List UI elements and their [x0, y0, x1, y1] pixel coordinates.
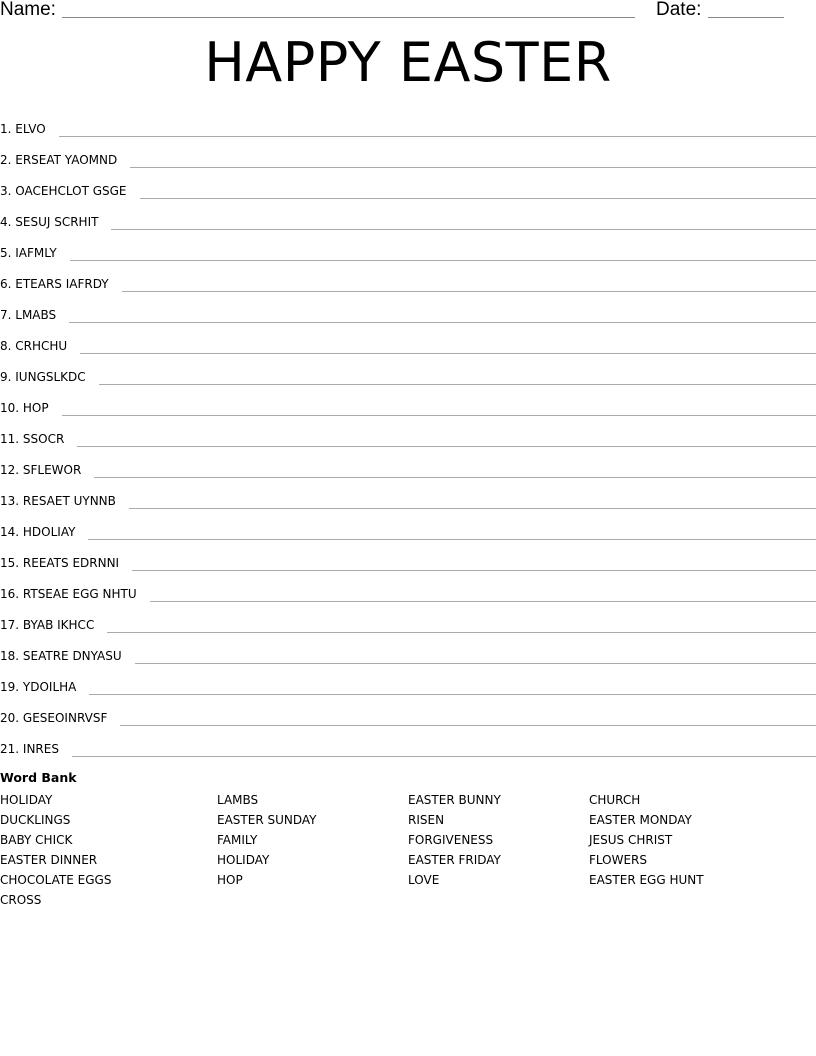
word-bank-column: [0, 790, 111, 910]
question-row: [0, 203, 816, 234]
scrambled-word: 4. SESUJ SCRHIT: [0, 215, 99, 229]
scrambled-word: 7. LMABS: [0, 308, 57, 322]
question-row: [0, 358, 816, 389]
scrambled-word: 1. ELVO: [0, 122, 46, 136]
word-bank-item: CHOCOLATE EGGS: [0, 873, 112, 887]
question-row: [0, 172, 816, 203]
name-field-line[interactable]: [62, 17, 635, 18]
answer-line[interactable]: [80, 353, 816, 354]
word-bank-item: LOVE: [408, 873, 440, 887]
word-bank-grid: [0, 790, 816, 910]
scrambled-word: 10. HOP: [0, 401, 49, 415]
answer-line[interactable]: [88, 539, 816, 540]
word-bank-column: [217, 790, 317, 890]
scrambled-word: 6. ETEARS IAFRDY: [0, 277, 109, 291]
word-bank-item: CROSS: [0, 893, 42, 907]
question-row: [0, 730, 816, 761]
answer-line[interactable]: [140, 198, 816, 199]
word-bank: [0, 770, 816, 910]
question-row: [0, 544, 816, 575]
scrambled-word: 2. ERSEAT YAOMND: [0, 153, 118, 167]
word-bank-item: HOLIDAY: [217, 853, 270, 867]
date-label: Date:: [656, 0, 702, 20]
page-title: HAPPY EASTER: [204, 31, 612, 94]
word-bank-item: BABY CHICK: [0, 833, 73, 847]
answer-line[interactable]: [132, 570, 816, 571]
word-bank-item: EASTER FRIDAY: [408, 853, 501, 867]
scrambled-word: 8. CRHCHU: [0, 339, 68, 353]
word-bank-column: [589, 790, 704, 890]
scrambled-word: 20. GESEOINRVSF: [0, 711, 108, 725]
scrambled-word: 17. BYAB IKHCC: [0, 618, 95, 632]
word-bank-item: EASTER BUNNY: [408, 793, 501, 807]
answer-line[interactable]: [111, 229, 816, 230]
answer-line[interactable]: [94, 477, 816, 478]
answer-line[interactable]: [72, 756, 816, 757]
question-list: [0, 110, 816, 761]
question-row: [0, 110, 816, 141]
answer-line[interactable]: [62, 415, 816, 416]
word-bank-item: FAMILY: [217, 833, 258, 847]
answer-line[interactable]: [120, 725, 816, 726]
question-row: [0, 265, 816, 296]
answer-line[interactable]: [107, 632, 816, 633]
word-bank-item: LAMBS: [217, 793, 259, 807]
question-row: [0, 513, 816, 544]
answer-line[interactable]: [77, 446, 816, 447]
question-row: [0, 420, 816, 451]
question-row: [0, 234, 816, 265]
answer-line[interactable]: [99, 384, 816, 385]
word-bank-item: EASTER MONDAY: [589, 813, 692, 827]
scrambled-word: 3. OACEHCLOT GSGE: [0, 184, 127, 198]
word-bank-item: CHURCH: [589, 793, 641, 807]
date-field-line[interactable]: [708, 17, 784, 18]
answer-line[interactable]: [130, 167, 816, 168]
scrambled-word: 11. SSOCR: [0, 432, 65, 446]
question-row: [0, 296, 816, 327]
answer-line[interactable]: [59, 136, 816, 137]
answer-line[interactable]: [150, 601, 816, 602]
word-bank-item: RISEN: [408, 813, 445, 827]
scrambled-word: 12. SFLEWOR: [0, 463, 82, 477]
word-bank-item: FORGIVENESS: [408, 833, 494, 847]
scrambled-word: 16. RTSEAE EGG NHTU: [0, 587, 137, 601]
scrambled-word: 19. YDOILHA: [0, 680, 77, 694]
answer-line[interactable]: [122, 291, 816, 292]
word-bank-item: EASTER EGG HUNT: [589, 873, 704, 887]
word-bank-title: Word Bank: [0, 770, 77, 785]
word-bank-item: EASTER SUNDAY: [217, 813, 317, 827]
scrambled-word: 18. SEATRE DNYASU: [0, 649, 122, 663]
word-bank-item: JESUS CHRIST: [589, 833, 673, 847]
question-row: [0, 482, 816, 513]
answer-line[interactable]: [69, 322, 816, 323]
header: [0, 0, 816, 24]
word-bank-item: DUCKLINGS: [0, 813, 71, 827]
word-bank-item: EASTER DINNER: [0, 853, 98, 867]
scrambled-word: 21. INRES: [0, 742, 59, 756]
question-row: [0, 637, 816, 668]
answer-line[interactable]: [135, 663, 816, 664]
scrambled-word: 5. IAFMLY: [0, 246, 57, 260]
scrambled-word: 9. IUNGSLKDC: [0, 370, 86, 384]
question-row: [0, 668, 816, 699]
answer-line[interactable]: [70, 260, 816, 261]
question-row: [0, 699, 816, 730]
question-row: [0, 327, 816, 358]
answer-line[interactable]: [89, 694, 816, 695]
question-row: [0, 606, 816, 637]
answer-line[interactable]: [129, 508, 816, 509]
scrambled-word: 14. HDOLIAY: [0, 525, 76, 539]
name-label: Name:: [0, 0, 56, 20]
question-row: [0, 451, 816, 482]
scrambled-word: 15. REEATS EDRNNI: [0, 556, 120, 570]
word-bank-item: HOP: [217, 873, 243, 887]
question-row: [0, 389, 816, 420]
question-row: [0, 141, 816, 172]
scrambled-word: 13. RESAET UYNNB: [0, 494, 116, 508]
word-bank-column: [408, 790, 501, 890]
word-bank-item: HOLIDAY: [0, 793, 53, 807]
question-row: [0, 575, 816, 606]
word-bank-item: FLOWERS: [589, 853, 648, 867]
